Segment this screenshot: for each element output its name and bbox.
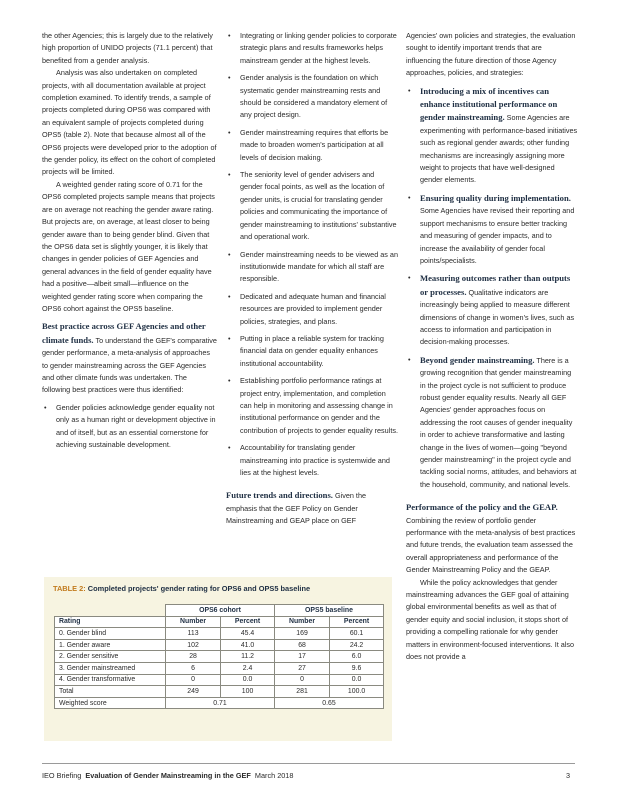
list-item: • Dedicated and adequate human and financial resources are provided to implement gender policies, strategies, and plans. (226, 291, 398, 328)
rating-header: Rating (55, 616, 166, 628)
cell: 281 (274, 686, 329, 698)
paragraph-text: Combining the review of portfolio gender performance with the meta-analysis of best practices and future trends, the evaluation team assessed the overall appropriateness and performance of the Gender Mainstreaming Policy and the GEAP. (406, 515, 576, 575)
cell: 100.0 (330, 686, 384, 698)
number-header: Number (166, 616, 221, 628)
list-item: • Putting in place a reliable system for tracking financial data on gender equality enhances institutional accountability. (226, 333, 398, 370)
rating-cell: Weighted score (55, 697, 166, 709)
list-item: • Integrating or linking gender policies to corporate strategic plans and results frameworks helps mainstream gender at the highest levels. (226, 30, 398, 67)
table-row-weighted (55, 697, 384, 709)
cell: 0.0 (330, 674, 384, 686)
paragraph: While the policy acknowledges that gender mainstreaming advances the GEF goal of attaining global environmental benefits as well as that of gender equity and social inclusion, it stops short of providing a compelling rationale for why gender matters in environment-focused interventions. It also does not provide a (406, 577, 575, 662)
cell: 102 (166, 639, 221, 651)
group-header-ops6: OPS6 cohort (166, 605, 275, 617)
percent-header: Percent (330, 616, 384, 628)
cell: 2.4 (221, 662, 275, 674)
cell: 41.0 (221, 639, 275, 651)
table-row (55, 651, 384, 663)
cell: 100 (221, 686, 275, 698)
section-heading: Future trends and directions. (226, 490, 333, 501)
paragraph (406, 501, 578, 576)
table-caption (53, 584, 310, 593)
weighted-ops6: 0.71 (166, 697, 275, 709)
list-item: • Gender analysis is the foundation on which systematic gender mainstreaming rests and should be considered a mandatory element of any project design. (226, 72, 398, 122)
list-item: • Establishing portfolio performance ratings at project entry, implementation, and completion can help in monitoring and assessing change in institutional performance on gender and the contribution of projects to gender equality results. (226, 375, 398, 437)
cell: 6.0 (330, 651, 384, 663)
footer-series: IEO Briefing (42, 771, 82, 780)
page-number: 3 (566, 771, 571, 780)
paragraph: A weighted gender rating score of 0.71 for the OPS6 completed projects sample means that projects are on average not reaching the gender aware rating. But projects are, on average, at least closer to being gender aware than to being gender blind. Given that the OPS6 data set is slightly younger, it is likely that changes in gender policies of GEF Agencies and general advances in the field of gender equality have had a positive—albeit small—influence on the weighted gender rating score when comparing the OPS6 cohort against the OPS5 baseline. (42, 179, 215, 313)
footer-divider (42, 763, 575, 764)
cell: 60.1 (330, 628, 384, 640)
table-group-header (55, 605, 384, 617)
cell: 17 (274, 651, 329, 663)
rating-cell: 4. Gender transformative (55, 674, 166, 686)
bullet-list (406, 85, 578, 492)
percent-header: Percent (221, 616, 275, 628)
bullet-text: Some Agencies are experimenting with performance-based initiatives such as regional gender awards; other funding mechanisms are increasingly assigning more weight to projects that have well-designed gender elements. (420, 113, 578, 185)
bullet-text: Some Agencies have revised their reporting and support mechanisms to ensure better tracking and measuring of gender impacts, and to increase the availability of gender focal points/specialists. (420, 206, 575, 265)
table-row (55, 639, 384, 651)
column-2 (226, 30, 398, 528)
cell: 249 (166, 686, 221, 698)
cell: 28 (166, 651, 221, 663)
footer-date: March 2018 (254, 771, 294, 780)
list-item: • Gender mainstreaming needs to be viewed as an institutionwide mandate for which all staff are responsible. (226, 249, 398, 286)
list-item: • The seniority level of gender advisers and gender focal points, as well as the location of gender units, is crucial for translating gender policies and communicating the importance of gender mainstreaming to institutions' substantive and operational work. (226, 169, 398, 243)
paragraph-text: To understand the GEF's comparative gender performance, a meta-analysis of approaches to gender mainstreaming across the GEF Agencies and other climate funds was undertaken. The following best practices were thus identified: (42, 335, 217, 395)
list-item (406, 272, 578, 348)
rating-cell: 0. Gender blind (55, 628, 166, 640)
rating-cell: 3. Gender mainstreamed (55, 662, 166, 674)
bullet-lead: Introducing a mix of incentives can enhance institutional performance on gender mainstreaming. (420, 85, 558, 123)
footer-title: Evaluation of Gender Mainstreaming in the GEF (85, 771, 251, 780)
list-item (406, 192, 578, 267)
cell: 6 (166, 662, 221, 674)
bullet-lead: Ensuring quality during implementation. (420, 192, 571, 203)
list-item: • Accountability for translating gender mainstreaming into practice is systemwide and lies at the highest levels. (226, 442, 398, 479)
table-title: Completed projects' gender rating for OPS6 and OPS5 baseline (85, 584, 311, 593)
bullet-lead: Beyond gender mainstreaming. (420, 354, 535, 365)
group-header-ops5: OPS5 baseline (274, 605, 383, 617)
cell: 0.0 (221, 674, 275, 686)
paragraph (42, 320, 217, 396)
bullet-list (42, 402, 217, 452)
paragraph: Analysis was also undertaken on completed projects, with all documentation available at project completion examined. To identify trends, a sample of projects completed during OPS6 was compared with an equivalent sample of projects completed during OPS5 (table 2). Note that because almost all of the OPS6 projects were developed prior to the adoption of the gender policy, its effect on the cohort of completed projects will be limited. (42, 68, 217, 177)
cell: 113 (166, 628, 221, 640)
paragraph: the other Agencies; this is largely due to the relatively high proportion of UNIDO projects (71.1 percent) that benefited from a gender analysis. (42, 31, 213, 65)
cell: 169 (274, 628, 329, 640)
cell: 24.2 (330, 639, 384, 651)
list-item: • Gender mainstreaming requires that efforts be made to broaden women's participation at all levels of decision making. (226, 127, 398, 164)
cell: 0 (166, 674, 221, 686)
table-header-row (55, 616, 384, 628)
cell: 11.2 (221, 651, 275, 663)
section-heading: Best practice across GEF Agencies and other climate funds. (42, 321, 206, 345)
table-row-total (55, 686, 384, 698)
paragraph-text: Given the emphasis that the GEF Policy on Gender Mainstreaming and GEAP place on GEF (226, 491, 367, 526)
footer (42, 771, 293, 780)
section-heading: Performance of the policy and the GEAP. (406, 502, 558, 513)
table-label: TABLE 2: (53, 584, 86, 593)
bullet-text: There is a growing recognition that gender mainstreaming in the project cycle is not sufficient to produce robust gender equality results. Nearly all GEF Agencies' gender approaches focus on addressing the root causes of gender inequality in order to achieve transformative and lasting change in the lives of women—going "beyond gender mainstreaming" in the project cycle and tackling social norms, attitudes, and behaviors at the household, community, and national levels. (420, 355, 577, 489)
bullet-text: Qualitative indicators are increasingly being applied to measure different dimensions of change in women's lives, such as access to information and participation in decision-making processes. (420, 287, 575, 347)
table-2-box (44, 577, 392, 741)
list-item (406, 354, 578, 491)
column-1 (42, 30, 217, 451)
paragraph (226, 489, 398, 527)
gender-rating-table (54, 604, 384, 709)
cell: 9.6 (330, 662, 384, 674)
cell: 0 (274, 674, 329, 686)
cell: 68 (274, 639, 329, 651)
list-item: • Gender policies acknowledge gender equality not only as a human right or development objective in and of itself, but as an essential cornerstone for achieving sustainable development. (42, 402, 217, 452)
number-header: Number (274, 616, 329, 628)
rating-cell: 1. Gender aware (55, 639, 166, 651)
table-row (55, 628, 384, 640)
paragraph: Agencies' own policies and strategies, the evaluation sought to identify important trends that are influencing the future direction of those Agency approaches, policies, and strategies: (406, 31, 576, 78)
table-row (55, 662, 384, 674)
cell: 27 (274, 662, 329, 674)
weighted-ops5: 0.65 (274, 697, 383, 709)
list-item (406, 85, 578, 187)
rating-cell: Total (55, 686, 166, 698)
column-3 (406, 30, 578, 664)
bullet-list (226, 30, 398, 479)
bullet-lead: Measuring outcomes rather than outputs or processes. (420, 273, 571, 297)
table-row (55, 674, 384, 686)
rating-cell: 2. Gender sensitive (55, 651, 166, 663)
cell: 45.4 (221, 628, 275, 640)
